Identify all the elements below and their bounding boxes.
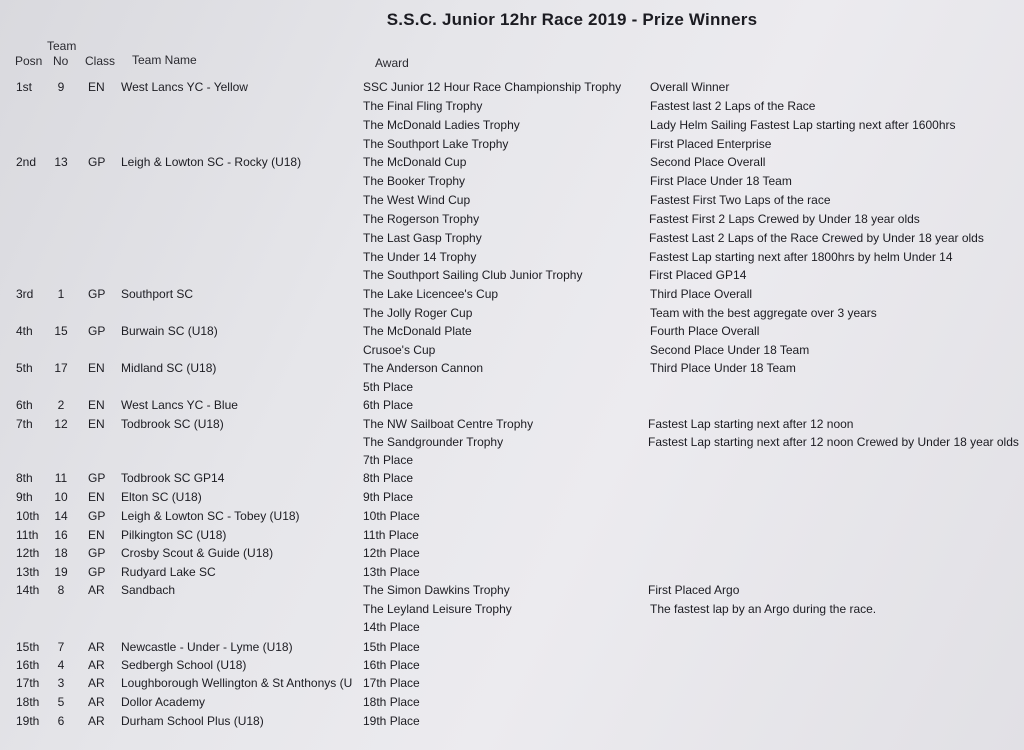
table-row (0, 193, 1024, 212)
trophy-cell: 12th Place (363, 546, 420, 560)
trophy-cell: The Under 14 Trophy (363, 250, 477, 264)
posn-cell: 2nd (16, 155, 37, 169)
team-name-cell: Dollor Academy (121, 695, 206, 709)
trophy-cell: 6th Place (363, 398, 414, 412)
posn-cell: 9th (16, 490, 33, 504)
team-number-cell: 17 (54, 361, 68, 375)
trophy-cell: The McDonald Ladies Trophy (363, 118, 520, 132)
team-number-cell: 2 (57, 398, 65, 412)
posn-cell: 14th (16, 583, 40, 597)
team-number-cell: 9 (57, 80, 65, 94)
table-row (0, 212, 1024, 231)
class-cell: GP (88, 471, 106, 485)
table-row (0, 417, 1024, 436)
team-number-cell: 3 (57, 676, 65, 690)
team-name-cell: Burwain SC (U18) (121, 324, 218, 338)
award-description-cell: First Placed Argo (648, 583, 740, 597)
trophy-cell: 14th Place (363, 620, 420, 634)
table-row (0, 361, 1024, 380)
table-row (0, 268, 1024, 287)
header-class: Class (85, 54, 116, 68)
table-row (0, 471, 1024, 490)
table-row (0, 640, 1024, 659)
team-number-cell: 15 (54, 324, 68, 338)
team-name-cell: Southport SC (121, 287, 194, 301)
posn-cell: 16th (16, 658, 40, 672)
team-number-cell: 4 (57, 658, 65, 672)
table-row (0, 583, 1024, 602)
award-description-cell: Fastest First 2 Laps Crewed by Under 18 year olds (649, 212, 920, 226)
table-row (0, 695, 1024, 714)
award-description-cell: Lady Helm Sailing Fastest Lap starting next after 1600hrs (650, 118, 956, 132)
class-cell: AR (88, 695, 105, 709)
trophy-cell: SSC Junior 12 Hour Race Championship Trophy (363, 80, 622, 94)
award-description-cell: Fastest Lap starting next after 12 noon Crewed by Under 18 year olds (648, 435, 1019, 449)
trophy-cell: The Final Fling Trophy (363, 99, 483, 113)
team-name-cell: Midland SC (U18) (121, 361, 217, 375)
page-title: S.S.C. Junior 12hr Race 2019 - Prize Winners (386, 10, 758, 29)
trophy-cell: Crusoe's Cup (363, 343, 436, 357)
trophy-cell: 19th Place (363, 714, 420, 728)
team-number-cell: 6 (57, 714, 65, 728)
team-name-cell: Elton SC (U18) (121, 490, 202, 504)
trophy-cell: The Last Gasp Trophy (363, 231, 482, 245)
table-row (0, 80, 1024, 99)
trophy-cell: 13th Place (363, 565, 420, 579)
team-name-cell: Sedbergh School (U18) (121, 658, 247, 672)
header-team-top: Team (47, 39, 77, 53)
trophy-cell: The Rogerson Trophy (363, 212, 480, 226)
table-row (0, 490, 1024, 509)
table-row (0, 453, 1024, 472)
class-cell: EN (88, 417, 105, 431)
team-name-cell: Leigh & Lowton SC - Rocky (U18) (121, 155, 302, 169)
class-cell: AR (88, 583, 105, 597)
team-name-cell: Durham School Plus (U18) (121, 714, 264, 728)
table-row (0, 676, 1024, 695)
award-description-cell: First Placed GP14 (649, 268, 747, 282)
class-cell: GP (88, 324, 106, 338)
trophy-cell: The Southport Sailing Club Junior Trophy (363, 268, 583, 282)
class-cell: EN (88, 490, 105, 504)
posn-cell: 13th (16, 565, 40, 579)
table-row (0, 546, 1024, 565)
trophy-cell: The McDonald Plate (363, 324, 472, 338)
award-description-cell: Overall Winner (650, 80, 730, 94)
award-description-cell: Second Place Under 18 Team (650, 343, 810, 357)
award-description-cell: The fastest lap by an Argo during the race. (650, 602, 877, 616)
table-row (0, 306, 1024, 325)
table-row (0, 118, 1024, 137)
award-description-cell: Fastest last 2 Laps of the Race (650, 99, 816, 113)
team-number-cell: 13 (54, 155, 68, 169)
trophy-cell: The Lake Licencee's Cup (363, 287, 499, 301)
posn-cell: 11th (16, 528, 39, 542)
posn-cell: 19th (16, 714, 40, 728)
posn-cell: 8th (16, 471, 33, 485)
header-team-name: Team Name (132, 53, 197, 67)
team-name-cell: West Lancs YC - Blue (121, 398, 238, 412)
trophy-cell: The NW Sailboat Centre Trophy (363, 417, 534, 431)
posn-cell: 15th (16, 640, 40, 654)
table-row (0, 287, 1024, 306)
table-row (0, 714, 1024, 733)
award-description-cell: Team with the best aggregate over 3 years (650, 306, 877, 320)
table-row (0, 99, 1024, 118)
trophy-cell: The McDonald Cup (363, 155, 467, 169)
posn-cell: 1st (16, 80, 33, 94)
team-name-cell: Newcastle - Under - Lyme (U18) (121, 640, 293, 654)
table-row (0, 658, 1024, 677)
team-name-cell: Todbrook SC (U18) (121, 417, 224, 431)
class-cell: GP (88, 565, 106, 579)
team-number-cell: 19 (54, 565, 68, 579)
team-number-cell: 7 (57, 640, 65, 654)
posn-cell: 6th (16, 398, 33, 412)
trophy-cell: 7th Place (363, 453, 414, 467)
trophy-cell: The Sandgrounder Trophy (363, 435, 504, 449)
trophy-cell: 18th Place (363, 695, 420, 709)
team-number-cell: 14 (54, 509, 68, 523)
posn-cell: 18th (16, 695, 40, 709)
trophy-cell: The Simon Dawkins Trophy (363, 583, 510, 597)
trophy-cell: 16th Place (363, 658, 420, 672)
award-description-cell: First Placed Enterprise (650, 137, 772, 151)
class-cell: AR (88, 658, 105, 672)
award-description-cell: Fourth Place Overall (650, 324, 760, 338)
trophy-cell: 15th Place (363, 640, 420, 654)
class-cell: EN (88, 398, 105, 412)
trophy-cell: The West Wind Cup (363, 193, 471, 207)
table-row (0, 231, 1024, 250)
trophy-cell: The Anderson Cannon (363, 361, 484, 375)
team-number-cell: 12 (54, 417, 68, 431)
trophy-cell: 9th Place (363, 490, 414, 504)
team-name-cell: Crosby Scout & Guide (U18) (121, 546, 274, 560)
posn-cell: 10th (16, 509, 40, 523)
table-row (0, 137, 1024, 156)
table-row (0, 250, 1024, 269)
team-name-cell: Pilkington SC (U18) (121, 528, 227, 542)
table-row (0, 324, 1024, 343)
class-cell: GP (88, 546, 106, 560)
team-name-cell: Leigh & Lowton SC - Tobey (U18) (121, 509, 300, 523)
table-row (0, 565, 1024, 584)
award-description-cell: First Place Under 18 Team (650, 174, 792, 188)
trophy-cell: 10th Place (363, 509, 420, 523)
award-description-cell: Fastest Last 2 Laps of the Race Crewed by Under 18 year olds (649, 231, 984, 245)
table-row (0, 435, 1024, 454)
header-award: Award (375, 56, 409, 70)
trophy-cell: The Jolly Roger Cup (363, 306, 473, 320)
header-team-bottom: No (53, 54, 69, 68)
team-number-cell: 5 (57, 695, 65, 709)
posn-cell: 3rd (16, 287, 34, 301)
team-name-cell: Loughborough Wellington & St Anthonys (U (121, 676, 353, 690)
class-cell: GP (88, 155, 106, 169)
header-posn: Posn (15, 54, 43, 68)
trophy-cell: 8th Place (363, 471, 414, 485)
team-number-cell: 11 (54, 471, 68, 485)
posn-cell: 7th (16, 417, 33, 431)
table-row (0, 174, 1024, 193)
class-cell: GP (88, 509, 106, 523)
team-name-cell: Todbrook SC GP14 (121, 471, 225, 485)
trophy-cell: The Booker Trophy (363, 174, 466, 188)
table-row (0, 509, 1024, 528)
table-row (0, 155, 1024, 174)
class-cell: AR (88, 676, 105, 690)
table-row (0, 620, 1024, 639)
class-cell: EN (88, 80, 105, 94)
award-description-cell: Fastest First Two Laps of the race (650, 193, 831, 207)
table-row (0, 528, 1024, 547)
award-description-cell: Fastest Lap starting next after 1800hrs by helm Under 14 (649, 250, 953, 264)
team-number-cell: 1 (57, 287, 65, 301)
class-cell: GP (88, 287, 106, 301)
team-number-cell: 16 (54, 528, 68, 542)
team-number-cell: 8 (57, 583, 65, 597)
trophy-cell: 17th Place (363, 676, 420, 690)
trophy-cell: The Southport Lake Trophy (363, 137, 509, 151)
award-description-cell: Third Place Overall (650, 287, 753, 301)
class-cell: AR (88, 714, 105, 728)
team-name-cell: Rudyard Lake SC (121, 565, 216, 579)
posn-cell: 4th (16, 324, 33, 338)
table-row (0, 343, 1024, 362)
trophy-cell: 11th Place (363, 528, 419, 542)
posn-cell: 17th (16, 676, 40, 690)
class-cell: AR (88, 640, 105, 654)
team-number-cell: 18 (54, 546, 68, 560)
award-description-cell: Second Place Overall (650, 155, 766, 169)
award-description-cell: Fastest Lap starting next after 12 noon (648, 417, 854, 431)
team-name-cell: West Lancs YC - Yellow (121, 80, 248, 94)
award-description-cell: Third Place Under 18 Team (650, 361, 796, 375)
team-number-cell: 10 (54, 490, 68, 504)
class-cell: EN (88, 361, 105, 375)
class-cell: EN (88, 528, 105, 542)
table-row (0, 602, 1024, 621)
posn-cell: 12th (16, 546, 40, 560)
team-name-cell: Sandbach (121, 583, 176, 597)
table-row (0, 380, 1024, 399)
table-row (0, 398, 1024, 417)
posn-cell: 5th (16, 361, 33, 375)
trophy-cell: 5th Place (363, 380, 414, 394)
trophy-cell: The Leyland Leisure Trophy (363, 602, 512, 616)
